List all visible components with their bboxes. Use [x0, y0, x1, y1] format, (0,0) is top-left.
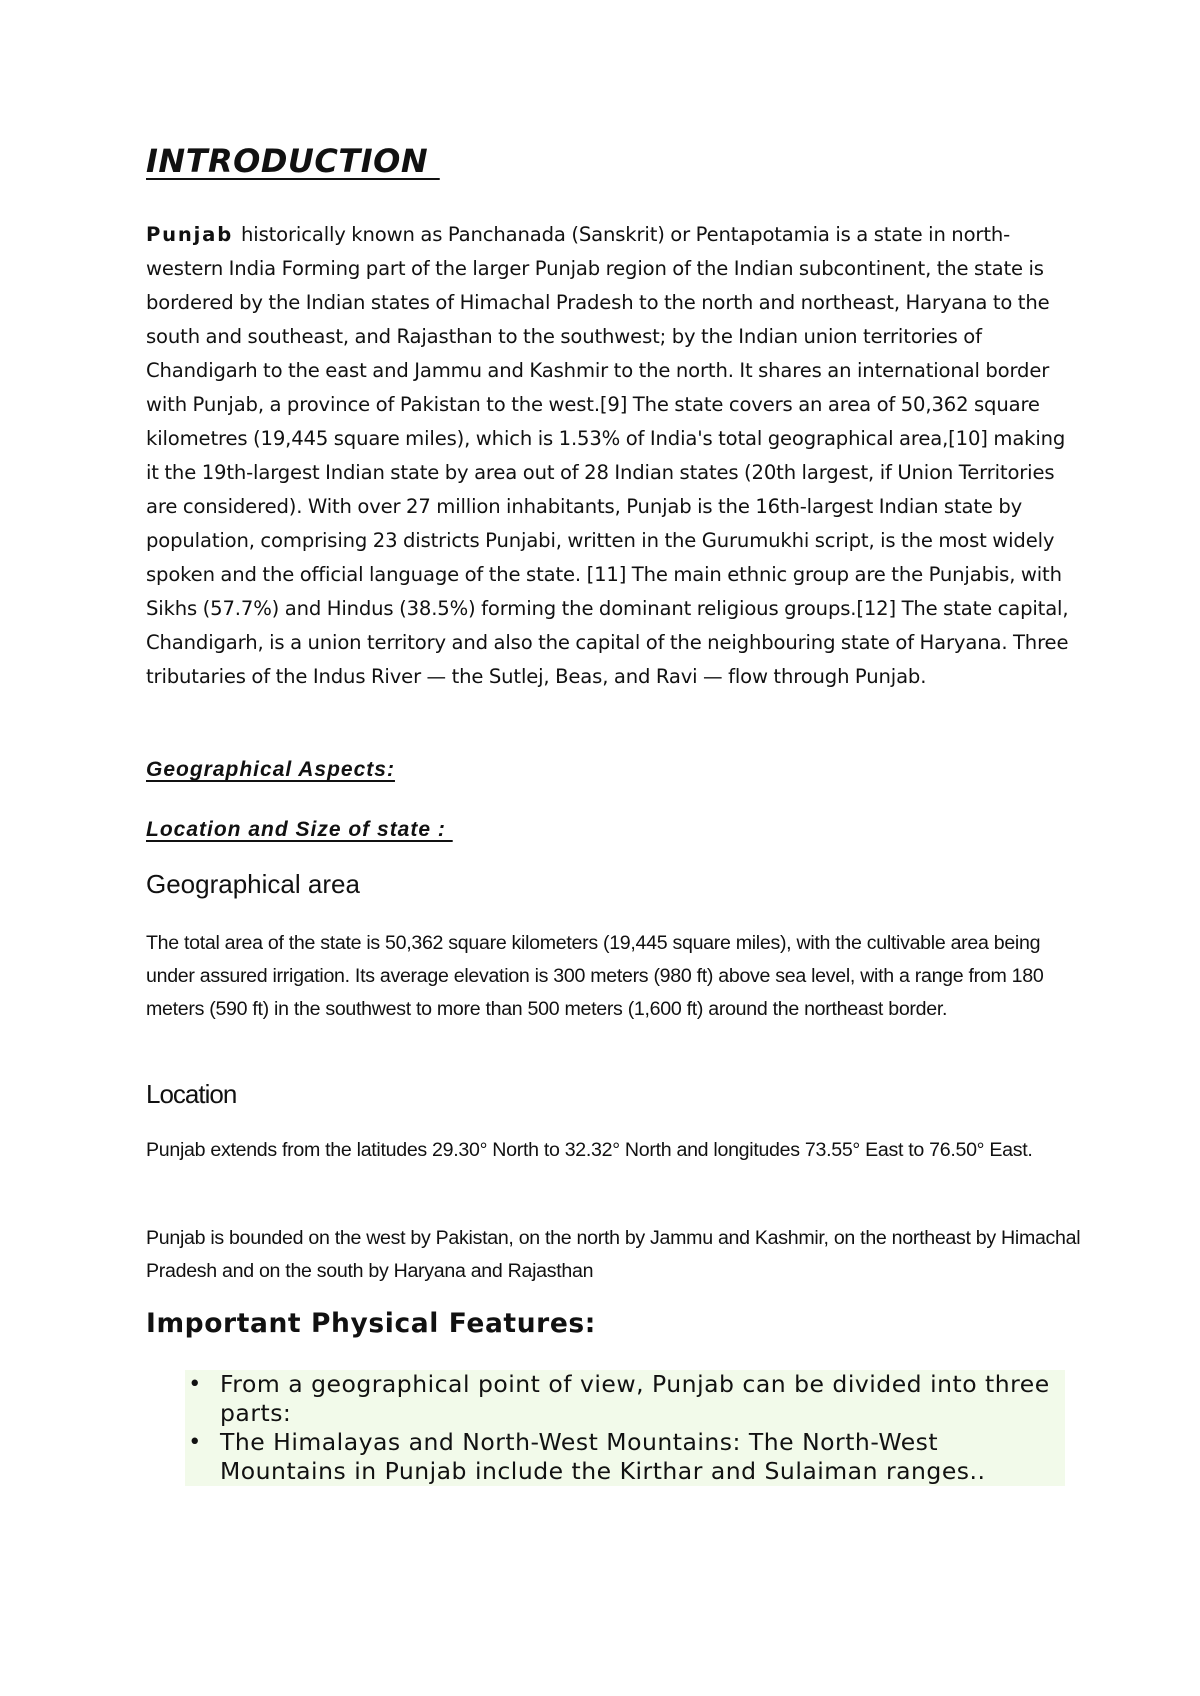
- geographical-area-heading: Geographical area: [146, 869, 360, 899]
- location-heading: Location: [146, 1079, 237, 1109]
- list-item-text: From a geographical point of view, Punjab can be divided into three parts:: [220, 1370, 1050, 1427]
- geographical-area-paragraph: The total area of the state is 50,362 square kilometers (19,445 square miles), with the cultivable area being under assured irrigation. Its average elevation is 300 meters (980 ft) above sea level, with a range from 180 meters (590 ft) in the southwest to more than 500 meters (1,600 ft) around the northeast border.: [146, 932, 1044, 1020]
- highlighted-bullet-block: [185, 1370, 1065, 1486]
- list-item-text: The Himalayas and North-West Mountains: The North-West Mountains in Punjab include the Kirthar and Sulaiman ranges..: [220, 1428, 986, 1485]
- introduction-lead-word: Punjab: [146, 223, 234, 246]
- location-latitude-paragraph: Punjab extends from the latitudes 29.30° North to 32.32° North and longitudes 73.55° East to 76.50° East.: [146, 1139, 1033, 1161]
- list-item: [185, 1428, 1065, 1486]
- physical-features-list: [185, 1370, 1065, 1486]
- introduction-heading: INTRODUCTION: [146, 142, 440, 180]
- geographical-aspects-heading: Geographical Aspects:: [146, 758, 395, 781]
- bullet-icon: •: [188, 1430, 202, 1455]
- introduction-paragraph: [146, 218, 1080, 694]
- location-and-size-heading: Location and Size of state :: [146, 818, 453, 841]
- location-boundaries-paragraph: Punjab is bounded on the west by Pakistan, on the north by Jammu and Kashmir, on the northeast by Himachal Pradesh and on the south by Haryana and Rajasthan: [146, 1227, 1081, 1282]
- bullet-icon: •: [188, 1372, 202, 1397]
- list-item: [185, 1370, 1065, 1428]
- introduction-text: historically known as Panchanada (Sanskrit) or Pentapotamia is a state in north-western India Forming part of the larger Punjab region of the Indian subcontinent, the state is bordered by the Indian states of Himachal Pradesh to the north and northeast, Haryana to the south and southeast, and Rajasthan to the southwest; by the Indian union territories of Chandigarh to the east and Jammu and Kashmir to the north. It shares an international border with Punjab, a province of Pakistan to the west.[9] The state covers an area of 50,362 square kilometres (19,445 square miles), which is 1.53% of India's total geographical area,[10] making it the 19th-largest Indian state by area out of 28 Indian states (20th largest, if Union Territories are considered). With over 27 million inhabitants, Punjab is the 16th-largest Indian state by population, comprising 23 districts Punjabi, written in the Gurumukhi script, is the most widely spoken and the official language of the state. [11] The main ethnic group are the Punjabis, with Sikhs (57.7%) and Hindus (38.5%) forming the dominant religious groups.[12] The state capital, Chandigarh, is a union territory and also the capital of the neighbouring state of Haryana. Three tributaries of the Indus River — the Sutlej, Beas, and Ravi — flow through Punjab.: [146, 223, 1069, 688]
- physical-features-heading: Important Physical Features:: [146, 1308, 596, 1339]
